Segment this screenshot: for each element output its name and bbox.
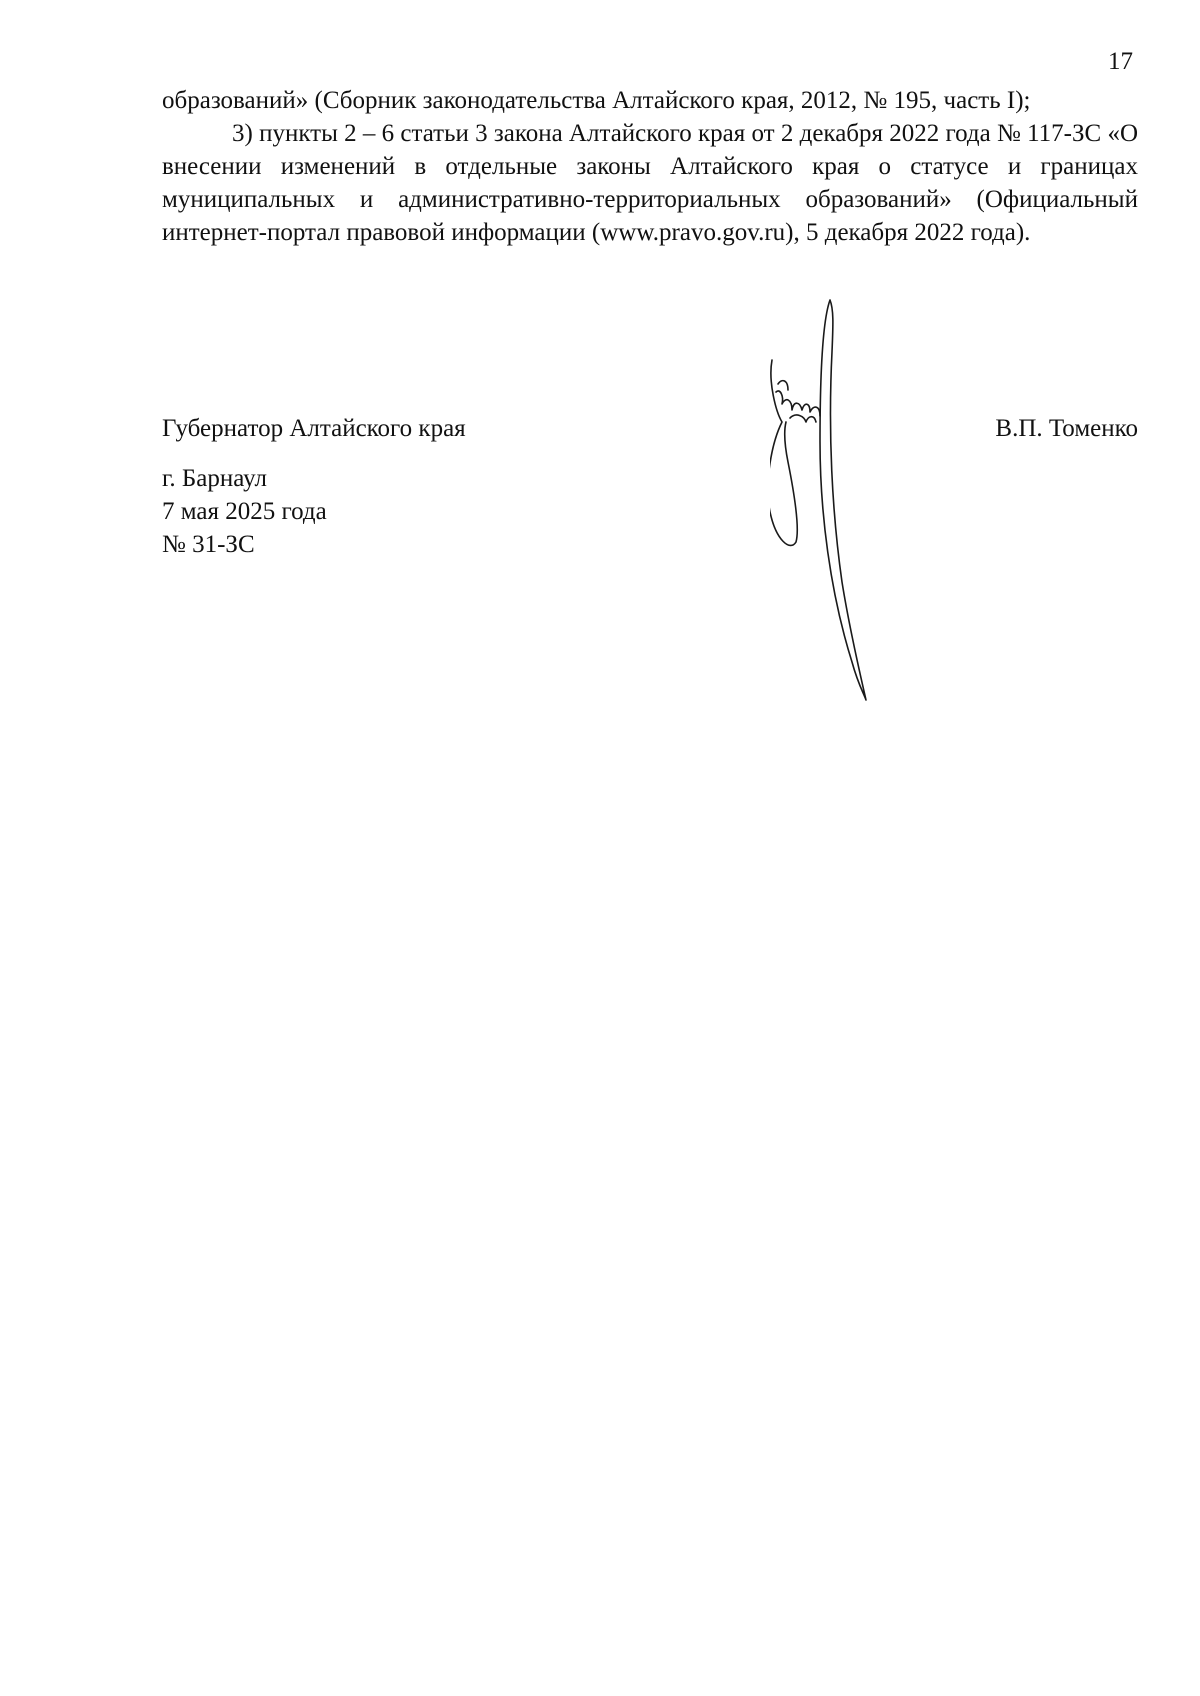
place-date-block (162, 462, 327, 561)
city: г. Барнаул (162, 465, 267, 492)
paragraph-1: образований» (Сборник законодательства Алтайского края, 2012, № 195, часть I); (162, 87, 1031, 114)
date: 7 мая 2025 года (162, 498, 327, 525)
page-number: 17 (1108, 48, 1133, 75)
paragraph-2: 3) пункты 2 – 6 статьи 3 закона Алтайского края от 2 декабря 2022 года № 117-ЗС «О внесении изменений в отдельные законы Алтайского края о статусе и границах муниципальных и административно-территориальных образований» (Официальный интернет-портал правовой информации (www.pravo.gov.ru), 5 декабря 2022 года). (162, 120, 1138, 246)
handwritten-signature-icon (770, 292, 930, 712)
document-number: № 31-ЗС (162, 531, 255, 558)
signatory-name: В.П. Томенко (995, 415, 1138, 442)
signatory-title: Губернатор Алтайского края (162, 415, 466, 442)
document-body (162, 84, 1138, 249)
